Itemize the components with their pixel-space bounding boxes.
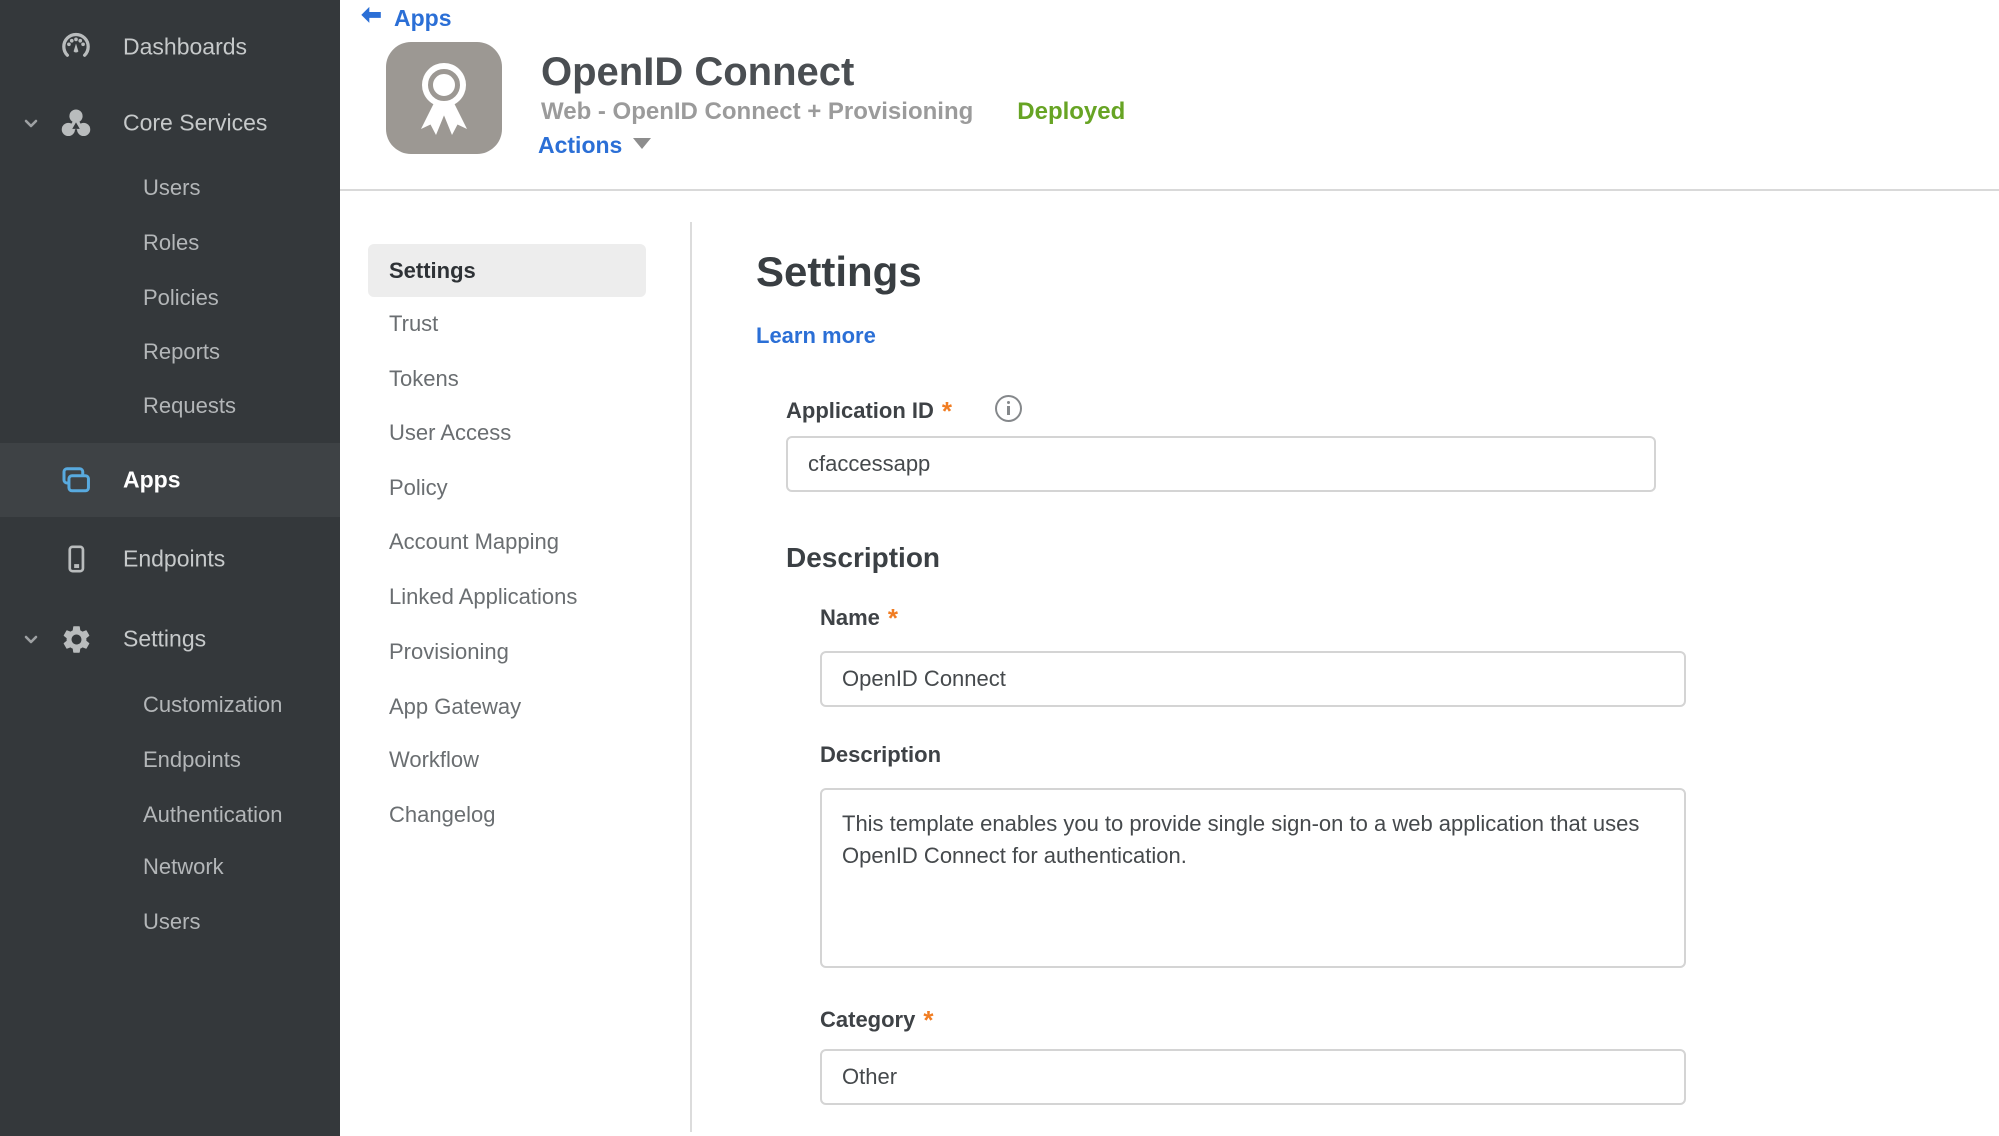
sidebar-subitem-label: Roles xyxy=(143,230,200,255)
subnav-item-label: Linked Applications xyxy=(389,584,578,609)
back-link[interactable] xyxy=(358,3,452,34)
sidebar-subitem-customization[interactable] xyxy=(143,689,282,721)
header-divider xyxy=(340,189,1999,191)
name-label xyxy=(820,601,898,632)
app-subtitle-row xyxy=(541,98,1125,126)
sidebar-subitem-authentication[interactable] xyxy=(143,799,282,831)
phone-icon xyxy=(57,540,95,578)
subnav-item-linked-applications[interactable] xyxy=(389,581,577,613)
application-id-label xyxy=(786,394,952,425)
subnav-item-tokens[interactable] xyxy=(389,363,459,395)
sidebar-subitem-label: Network xyxy=(143,854,224,879)
sidebar-subitem-label: Policies xyxy=(143,285,219,310)
sidebar-subitem-network[interactable] xyxy=(143,851,224,883)
subnav-item-settings[interactable] xyxy=(389,255,476,287)
page-title: OpenID Connect xyxy=(541,50,855,94)
category-input[interactable] xyxy=(820,1049,1686,1105)
sidebar-subitem-roles[interactable] xyxy=(143,227,199,259)
app-subtitle: Web - OpenID Connect + Provisioning xyxy=(541,98,974,125)
sidebar-subitem-users[interactable] xyxy=(143,906,200,938)
sidebar-item-label: Apps xyxy=(123,466,181,493)
sidebar-subitem-label: Endpoints xyxy=(143,747,241,772)
description-label: Description xyxy=(820,742,942,767)
subnav-item-label: Policy xyxy=(389,475,448,500)
sidebar-subitem-label: Users xyxy=(143,175,201,200)
actions-button[interactable] xyxy=(538,132,651,159)
learn-more-link[interactable]: Learn more xyxy=(756,323,876,348)
subnav-item-label: Trust xyxy=(389,311,439,336)
sidebar-item-core-services[interactable] xyxy=(0,100,340,146)
sidebar-subitem-users[interactable] xyxy=(143,172,200,204)
subnav-item-provisioning[interactable] xyxy=(389,636,509,668)
subnav-item-label: App Gateway xyxy=(389,694,522,719)
sidebar-item-label: Settings xyxy=(123,625,207,652)
back-arrow-icon xyxy=(358,3,385,34)
subnav-item-changelog[interactable] xyxy=(389,799,495,831)
sidebar-item-endpoints[interactable] xyxy=(0,536,340,582)
description-section-title: Description xyxy=(786,542,941,573)
subnav-item-user-access[interactable] xyxy=(389,417,511,449)
subnav-item-label: Workflow xyxy=(389,747,480,772)
application-id-label-text: Application ID xyxy=(786,398,934,423)
app-badge-icon xyxy=(386,42,502,154)
application-id-input[interactable] xyxy=(786,436,1656,492)
form-title: Settings xyxy=(756,248,922,295)
sidebar-subitem-policies[interactable] xyxy=(143,282,219,314)
sidebar-subitem-label: Customization xyxy=(143,692,283,717)
category-label xyxy=(820,1003,933,1034)
status-badge: Deployed xyxy=(1017,98,1126,125)
sidebar-item-settings[interactable] xyxy=(0,616,340,662)
subnav-divider xyxy=(690,222,692,1132)
category-label-text: Category xyxy=(820,1007,916,1032)
info-icon[interactable] xyxy=(995,395,1022,422)
subnav-item-label: Tokens xyxy=(389,366,459,391)
apps-icon xyxy=(57,461,95,499)
sidebar-subitem-endpoints[interactable] xyxy=(143,744,241,776)
subnav-item-label: User Access xyxy=(389,420,512,445)
chevron-down-icon[interactable] xyxy=(19,111,43,135)
subnav-item-trust[interactable] xyxy=(389,308,438,340)
chevron-down-icon[interactable] xyxy=(19,627,43,651)
sidebar-subitem-label: Users xyxy=(143,909,201,934)
sidebar-subitem-label: Authentication xyxy=(143,802,283,827)
subnav-item-label: Account Mapping xyxy=(389,529,559,554)
sidebar-item-dashboards[interactable] xyxy=(0,24,340,70)
sidebar-item-label: Endpoints xyxy=(123,545,226,572)
name-label-text: Name xyxy=(820,605,880,630)
gauge-icon xyxy=(57,28,95,66)
sidebar-subitem-reports[interactable] xyxy=(143,336,220,368)
subnav-item-app-gateway[interactable] xyxy=(389,691,521,723)
sidebar-item-apps[interactable] xyxy=(0,443,340,517)
subnav-item-account-mapping[interactable] xyxy=(389,526,559,558)
required-asterisk: * xyxy=(887,603,899,633)
sidebar-item-label: Core Services xyxy=(123,109,268,136)
gear-icon xyxy=(57,620,95,658)
actions-label: Actions xyxy=(538,132,623,158)
sidebar xyxy=(0,0,340,1136)
required-asterisk: * xyxy=(923,1005,934,1035)
sidebar-subitem-label: Reports xyxy=(143,339,221,364)
required-asterisk: * xyxy=(941,396,953,426)
subnav-item-label: Changelog xyxy=(389,802,496,827)
cluster-icon xyxy=(57,104,95,142)
sidebar-subitem-label: Requests xyxy=(143,393,236,418)
sidebar-subitem-requests[interactable] xyxy=(143,390,236,422)
back-link-label: Apps xyxy=(394,5,452,31)
caret-down-icon xyxy=(633,137,651,155)
description-textarea[interactable] xyxy=(820,788,1686,968)
subnav-item-policy[interactable] xyxy=(389,472,448,504)
sidebar-item-label: Dashboards xyxy=(123,33,248,60)
subnav-item-label: Provisioning xyxy=(389,639,509,664)
subnav-item-workflow[interactable] xyxy=(389,744,479,776)
main-content xyxy=(340,0,1999,1136)
name-input[interactable] xyxy=(820,651,1686,707)
subnav-item-label: Settings xyxy=(389,258,476,283)
